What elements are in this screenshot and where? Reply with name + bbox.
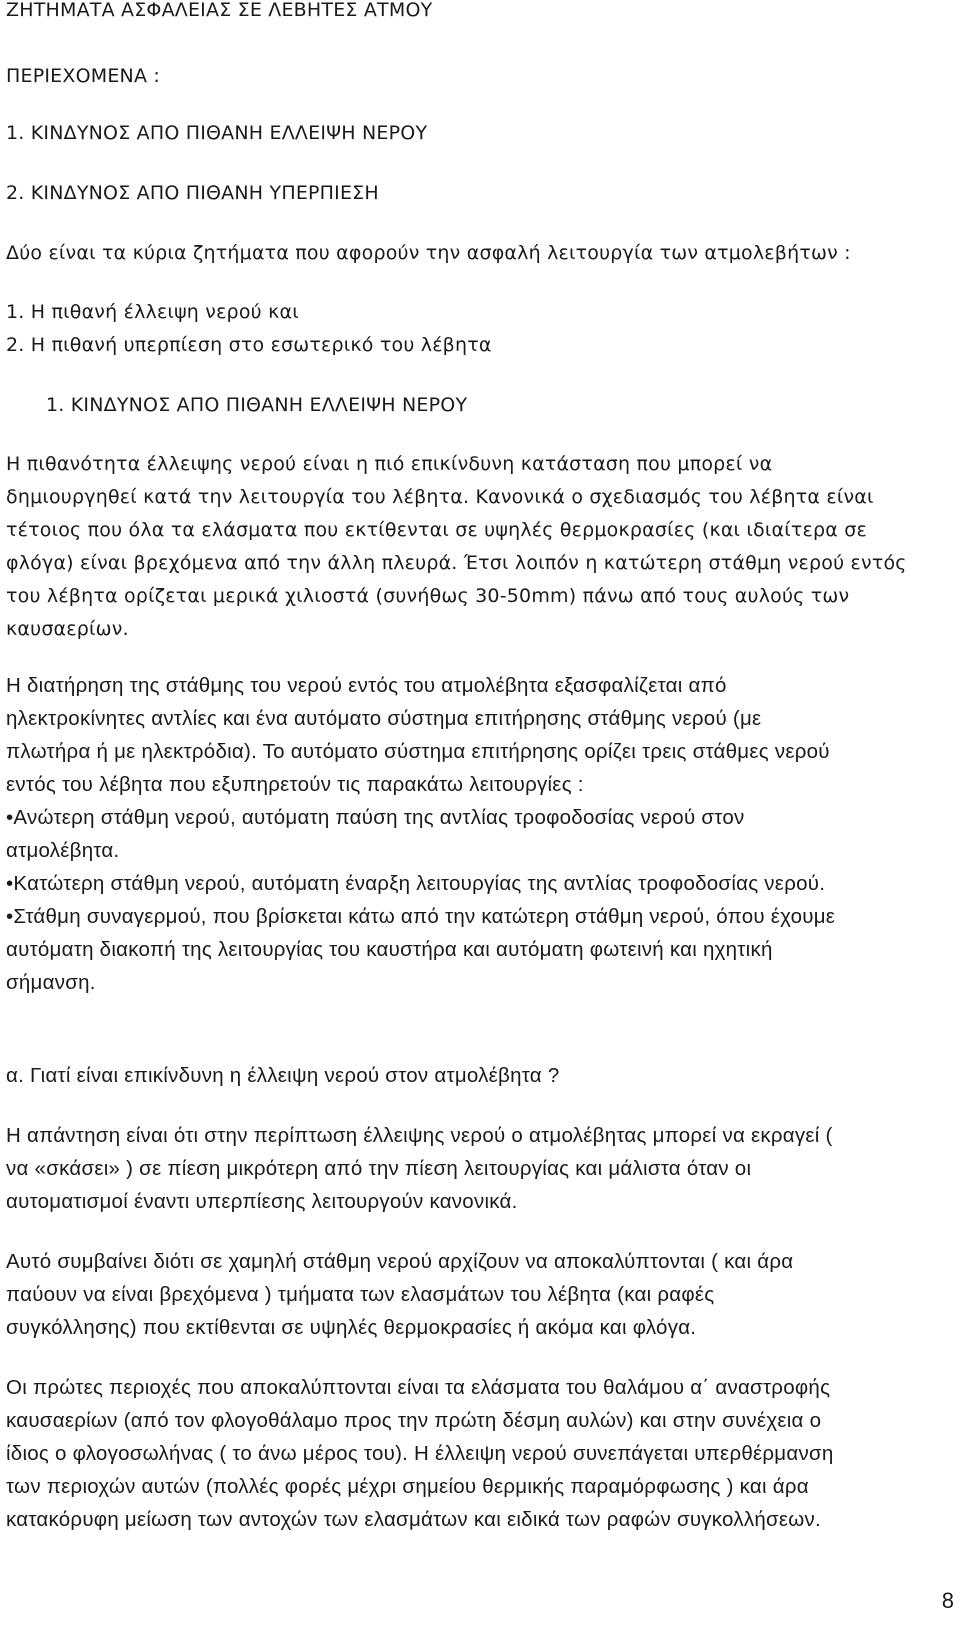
paragraph-4-line-3: συγκόλλησης) που εκτίθενται σε υψηλές θερμοκρασίες ή ακόμα και φλόγα. bbox=[6, 1316, 697, 1339]
paragraph-5-line-5: κατακόρυφη μείωση των αντοχών των ελασμάτων και ειδικά των ραφών συγκολλήσεων. bbox=[6, 1508, 821, 1531]
paragraph-2-line-3: πλωτήρα ή με ηλεκτρόδια). Το αυτόματο σύστημα επιτήρησης ορίζει τρεις στάθμες νερού bbox=[6, 740, 830, 763]
paragraph-5-line-4: των περιοχών αυτών (πολλές φορές μέχρι σημείου θερμικής παραμόρφωσης ) και άρα bbox=[6, 1475, 809, 1498]
intro-text: Δύο είναι τα κύρια ζητήματα που αφορούν την ασφαλή λειτουργία των ατμολεβήτων : bbox=[6, 242, 851, 264]
bullet-alarm-level-cont-2: σήμανση. bbox=[6, 971, 96, 994]
paragraph-1-line-6: καυσαερίων. bbox=[6, 618, 129, 640]
paragraph-2-line-2: ηλεκτροκίνητες αντλίες και ένα αυτόματο σύστημα επιτήρησης στάθμης νερού (με bbox=[6, 707, 762, 730]
question-heading: α. Γιατί είναι επικίνδυνη η έλλειψη νερού στον ατμολέβητα ? bbox=[6, 1064, 560, 1087]
paragraph-4-line-2: παύουν να είναι βρεχόμενα ) τμήματα των ελασμάτων του λέβητα (και ραφές bbox=[6, 1283, 715, 1306]
paragraph-2-line-1: Η διατήρηση της στάθμης του νερού εντός του ατμολέβητα εξασφαλίζεται από bbox=[6, 674, 727, 697]
paragraph-3-line-2: να «σκάσει» ) σε πίεση μικρότερη από την πίεση λειτουργίας και μάλιστα όταν οι bbox=[6, 1157, 752, 1180]
paragraph-1-line-1: Η πιθανότητα έλλειψης νερού είναι η πιό επικίνδυνη κατάσταση που μπορεί να bbox=[6, 453, 773, 475]
paragraph-1-line-3: τέτοιος που όλα τα ελάσματα που εκτίθενται σε υψηλές θερμοκρασίες (και ιδιαίτερα σε bbox=[6, 519, 867, 541]
paragraph-1-line-4: φλόγα) είναι βρεχόμενα από την άλλη πλευρά. Έτσι λοιπόν η κατώτερη στάθμη νερού εντός bbox=[6, 552, 907, 574]
paragraph-3-line-1: Η απάντηση είναι ότι στην περίπτωση έλλειψης νερού ο ατμολέβητας μπορεί να εκραγεί ( bbox=[6, 1124, 833, 1147]
contents-heading: ΠΕΡΙΕΧΟΜΕΝΑ : bbox=[6, 65, 160, 87]
bullet-upper-level-cont: ατμολέβητα. bbox=[6, 839, 120, 862]
paragraph-4-line-1: Αυτό συμβαίνει διότι σε χαμηλή στάθμη νερού αρχίζουν να αποκαλύπτονται ( και άρα bbox=[6, 1250, 794, 1273]
paragraph-5-line-2: καυσαερίων (από τον φλογοθάλαμο προς την πρώτη δέσμη αυλών) και στην συνέχεια ο bbox=[6, 1409, 822, 1432]
page-number: 8 bbox=[941, 1588, 954, 1613]
paragraph-5-line-1: Οι πρώτες περιοχές που αποκαλύπτονται είναι τα ελάσματα του θαλάμου α΄ αναστροφής bbox=[6, 1376, 831, 1399]
bullet-alarm-level-cont-1: αυτόματη διακοπή της λειτουργίας του καυστήρα και αυτόματη φωτεινή και ηχητική bbox=[6, 938, 773, 961]
paragraph-1-line-5: του λέβητα ορίζεται μερικά χιλιοστά (συνήθως 30-50mm) πάνω από τους αυλούς των bbox=[6, 585, 850, 607]
paragraph-5-line-3: ίδιος ο φλογοσωλήνας ( το άνω μέρος του). Η έλλειψη νερού συνεπάγεται υπερθέρμανση bbox=[6, 1442, 834, 1465]
paragraph-2-line-4: εντός του λέβητα που εξυπηρετούν τις παρακάτω λειτουργίες : bbox=[6, 773, 584, 796]
paragraph-3-line-3: αυτοματισμοί έναντι υπερπίεσης λειτουργούν κανονικά. bbox=[6, 1190, 518, 1213]
contents-item-2: 2. ΚΙΝΔΥΝΟΣ ΑΠΟ ΠΙΘΑΝΗ ΥΠΕΡΠΙΕΣΗ bbox=[6, 182, 379, 204]
bullet-upper-level: •Ανώτερη στάθμη νερού, αυτόματη παύση της αντλίας τροφοδοσίας νερού στον bbox=[6, 806, 745, 829]
bullet-lower-level: •Κατώτερη στάθμη νερού, αυτόματη έναρξη λειτουργίας της αντλίας τροφοδοσίας νερού. bbox=[6, 872, 826, 895]
document-title: ΖΗΤΗΜΑΤΑ ΑΣΦΑΛΕΙΑΣ ΣΕ ΛΕΒΗΤΕΣ ΑΤΜΟΥ bbox=[6, 0, 433, 21]
issue-item-1: 1. Η πιθανή έλλειψη νερού και bbox=[6, 301, 299, 323]
issue-item-2: 2. Η πιθανή υπερπίεση στο εσωτερικό του λέβητα bbox=[6, 334, 492, 356]
section-heading: 1. ΚΙΝΔΥΝΟΣ ΑΠΟ ΠΙΘΑΝΗ ΕΛΛΕΙΨΗ ΝΕΡΟΥ bbox=[46, 394, 468, 416]
bullet-alarm-level: •Στάθμη συναγερμού, που βρίσκεται κάτω από την κατώτερη στάθμη νερού, όπου έχουμε bbox=[6, 905, 836, 928]
contents-item-1: 1. ΚΙΝΔΥΝΟΣ ΑΠΟ ΠΙΘΑΝΗ ΕΛΛΕΙΨΗ ΝΕΡΟΥ bbox=[6, 122, 428, 144]
paragraph-1-line-2: δημιουργηθεί κατά την λειτουργία του λέβητα. Κανονικά ο σχεδιασμός του λέβητα είναι bbox=[6, 486, 874, 508]
